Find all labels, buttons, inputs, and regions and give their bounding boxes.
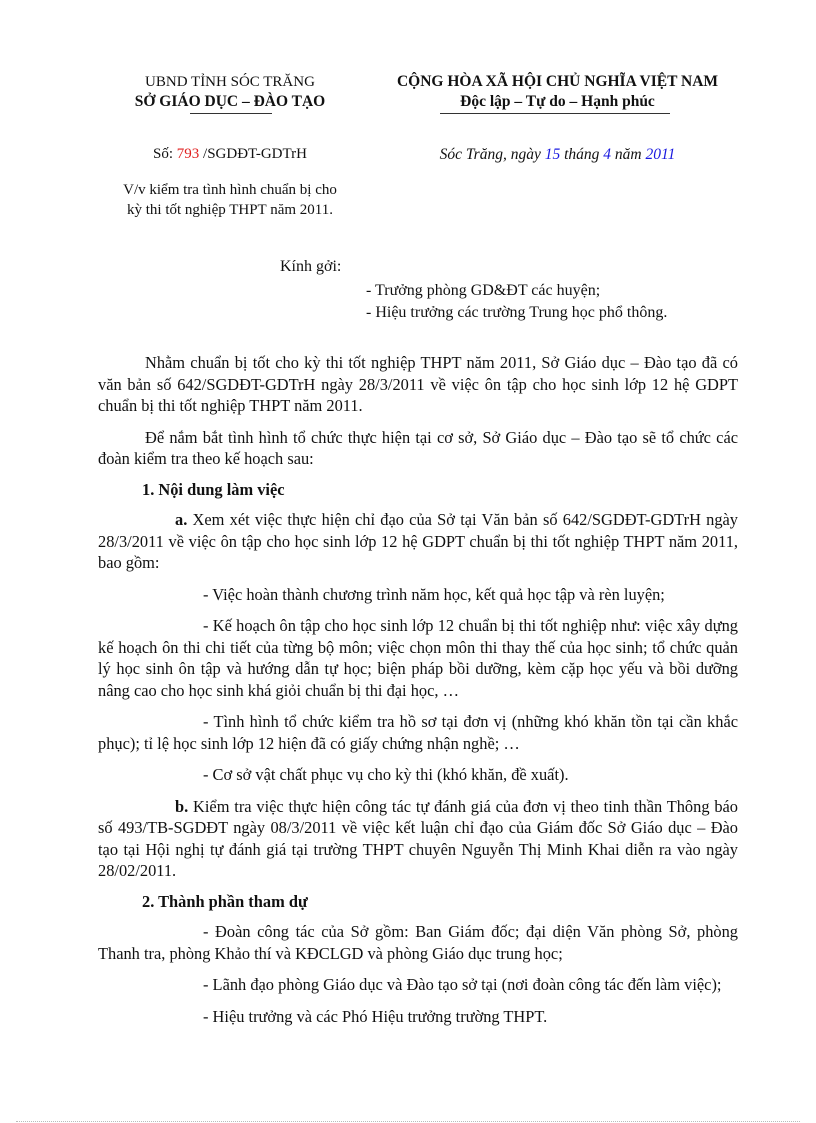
issuer-underline <box>190 113 272 114</box>
national-motto: Độc lập – Tự do – Hạnh phúc <box>460 93 655 110</box>
list-item: - Việc hoàn thành chương trình năm học, kết quả học tập và rèn luyện; <box>203 584 665 604</box>
addressee-label: Kính gởi: <box>280 258 342 275</box>
document-body <box>98 352 738 1027</box>
national-header <box>370 72 745 112</box>
item-b: b. Kiểm tra việc thực hiện công tác tự đánh giá của đơn vị theo tinh thần Thông báo số 493/TB-SGDĐT ngày 08/3/2011 về việc kết luận chỉ đạo của Giám đốc Sở Giáo dục – Đào tạo tại Hội nghị tự đánh giá tại trường THPT chuyên Nguyễn Thị Minh Khai diễn ra vào ngày 28/02/2011. <box>98 796 738 880</box>
list-item: - Lãnh đạo phòng Giáo dục và Đào tạo sở tại (nơi đoàn công tác đến làm việc); <box>203 975 722 994</box>
intro-paragraph: Nhằm chuẩn bị tốt cho kỳ thi tốt nghiệp THPT năm 2011, Sở Giáo dục – Đào tạo đã có văn bản số 642/SGDĐT-GDTrH ngày 28/3/2011 về việc ôn tập cho học sinh lớp 12 hệ GDPT chuẩn bị thi tốt nghiệp THPT năm 2011. <box>98 353 738 415</box>
date-line: Sóc Trăng, ngày 15 tháng 4 năm 2011 <box>439 146 676 163</box>
section-2-heading: 2. Thành phần tham dự <box>142 891 308 911</box>
issuer-department: SỞ GIÁO DỤC – ĐÀO TẠO <box>134 93 326 110</box>
date-year: 2011 <box>645 146 676 163</box>
section-1-heading: 1. Nội dung làm việc <box>142 479 285 499</box>
issuer-authority: UBND TỈNH SÓC TRĂNG <box>145 74 315 90</box>
subject-line: V/v kiểm tra tình hình chuẩn bị cho kỳ thi tốt nghiệp THPT năm 2011. <box>123 182 337 218</box>
list-item: - Đoàn công tác của Sở gồm: Ban Giám đốc; đại diện Văn phòng Sở, phòng Thanh tra, phòng Khảo thí và KĐCLGD và phòng Giáo dục trung học; <box>98 922 738 963</box>
intro-paragraph-2: Để nắm bắt tình hình tổ chức thực hiện tại cơ sở, Sở Giáo dục – Đào tạo sẽ tổ chức các đoàn kiểm tra theo kế hoạch sau: <box>98 427 738 468</box>
issuer-header <box>100 72 360 112</box>
recipient-item: - Hiệu trưởng các trường Trung học phổ thông. <box>366 304 668 321</box>
recipient-item: - Trưởng phòng GD&ĐT các huyện; <box>366 282 601 299</box>
document-number: Số: 793 /SGDĐT-GDTrH <box>153 146 307 162</box>
list-item: - Cơ sở vật chất phục vụ cho kỳ thi (khó khăn, đề xuất). <box>203 765 569 784</box>
motto-underline <box>440 113 670 114</box>
national-title: CỘNG HÒA XÃ HỘI CHỦ NGHĨA VIỆT NAM <box>396 73 719 90</box>
date-day: 15 <box>544 146 561 163</box>
list-item: - Kế hoạch ôn tập cho học sinh lớp 12 chuẩn bị thi tốt nghiệp như: việc xây dựng kế hoạch ôn thi chi tiết của từng bộ môn; việc chọn môn thi thay thế của học sinh; tổ chức quản lý học sinh ôn tập và hướng dẫn tự học; biện pháp bồi dưỡng, kèm cặp học yếu và bồi dưỡng nâng cao cho học sinh khá giỏi chuẩn bị thi đại học, … <box>98 616 738 700</box>
item-a: a. Xem xét việc thực hiện chỉ đạo của Sở tại Văn bản số 642/SGDĐT-GDTrH ngày 28/3/2011 về việc ôn tập cho học sinh lớp 12 hệ GDPT chuẩn bị thi tốt nghiệp THPT năm 2011, bao gồm: <box>98 510 738 572</box>
document-number-value: 793 <box>176 146 200 162</box>
list-item: - Hiệu trưởng và các Phó Hiệu trưởng trường THPT. <box>203 1006 548 1026</box>
date-month: 4 <box>603 146 612 163</box>
page-bottom-dotted-border <box>16 1121 800 1122</box>
list-item: - Tình hình tổ chức kiểm tra hồ sơ tại đơn vị (những khó khăn tồn tại cần khắc phục); tỉ lệ học sinh lớp 12 hiện đã có giấy chứng nhận nghề; … <box>98 712 738 753</box>
